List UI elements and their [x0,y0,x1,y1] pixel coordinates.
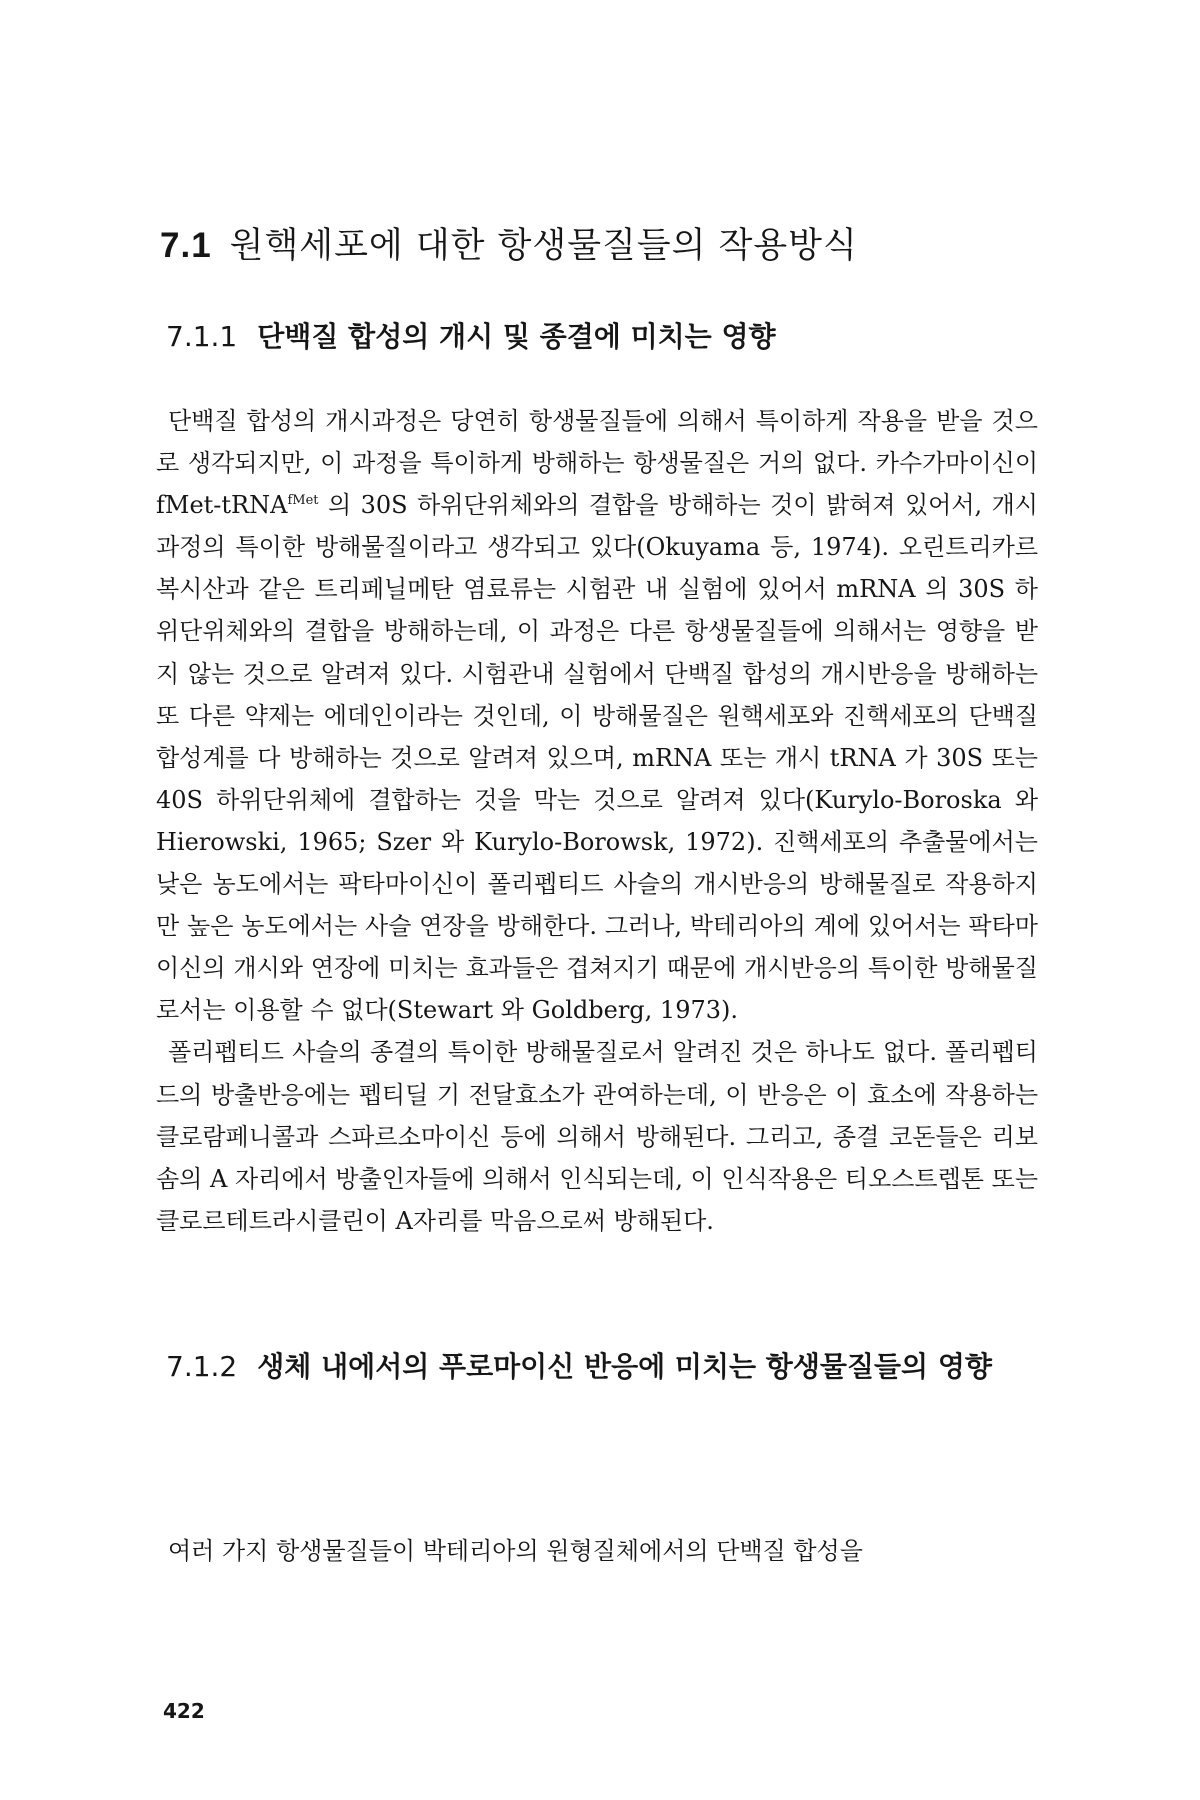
section-number: 7.1 [160,226,212,265]
section-heading [160,218,858,268]
subsection-title-text: 생체 내에서의 푸로마이신 반응에 미치는 항생물질들의 영향 [257,1350,992,1383]
page-number: 422 [163,1699,205,1723]
subsection-number: 7.1.1 [166,320,238,353]
subsection-heading-2 [166,1345,992,1385]
paragraph-1-continued: 의 30S 하위단위체와의 결합을 방해하는 것이 밝혀져 있어서, 개시과정의 특이한 방해물질이라고 생각되고 있다(Okuyama 등, 1974). 오린트리카르복시산과 같은 트리페닐메탄 염료류는 시험관 내 실험에 있어서 mRNA 의 30S 하위단위체와의 결합을 방해하는데, 이 과정은 다른 항생물질들에 의해서는 영향을 받지 않는 것으로 알려져 있다. 시험관내 실험에서 단백질 합성의 개시반응을 방해하는 또 다른 약제는 에데인이라는 것인데, 이 방해물질은 원핵세포와 진핵세포의 단백질 합성계를 다 방해하는 것으로 알려져 있으며, mRNA 또는 개시 tRNA 가 30S 또는 40S 하위단위체에 결합하는 것을 막는 것으로 알려져 있다(Kurylo-Boroska 와 Hierowski, 1965; Szer 와 Kurylo-Borowsk, 1972). 진핵세포의 추출물에서는 낮은 농도에서는 팍타마이신이 폴리펩티드 사슬의 개시반응의 방해물질로 작용하지만 높은 농도에서는 사슬 연장을 방해한다. 그러나, 박테리아의 계에 있어서는 팍타마이신의 개시와 연장에 미치는 효과들은 겹쳐지기 때문에 개시반응의 특이한 방해물질로서는 이용할 수 없다(Stewart 와 Goldberg, 1973). [156,491,1038,1025]
body-text-block [156,400,1038,1242]
paragraph-1 [156,400,1038,1031]
section-title-text: 원핵세포에 대한 항생물질들의 작용방식 [229,226,858,266]
body-text-block-2 [156,1530,1038,1572]
paragraph-1-text: 단백질 합성의 개시과정은 당연히 항생물질들에 의해서 특이하게 작용을 받을 것으로 생각되지만, 이 과정을 특이하게 방해하는 항생물질은 거의 없다. 카수가마이신이 fMet-tRNA [156,407,1038,520]
subsection-title-text: 단백질 합성의 개시 및 종결에 미치는 영향 [257,320,776,353]
subsection-heading-1 [166,315,776,355]
subsection-number: 7.1.2 [166,1350,238,1383]
paragraph-2: 폴리펩티드 사슬의 종결의 특이한 방해물질로서 알려진 것은 하나도 없다. 폴리펩티드의 방출반응에는 펩티딜 기 전달효소가 관여하는데, 이 반응은 이 효소에 작용하는 클로람페니콜과 스파르소마이신 등에 의해서 방해된다. 그리고, 종결 코돈들은 리보솜의 A 자리에서 방출인자들에 의해서 인식되는데, 이 인식작용은 티오스트렙톤 또는 클로르테트라시클린이 A자리를 막음으로써 방해된다. [156,1038,1038,1235]
paragraph-3: 여러 가지 항생물질들이 박테리아의 원형질체에서의 단백질 합성을 [168,1537,863,1565]
superscript-fmet: fMet [287,493,319,509]
